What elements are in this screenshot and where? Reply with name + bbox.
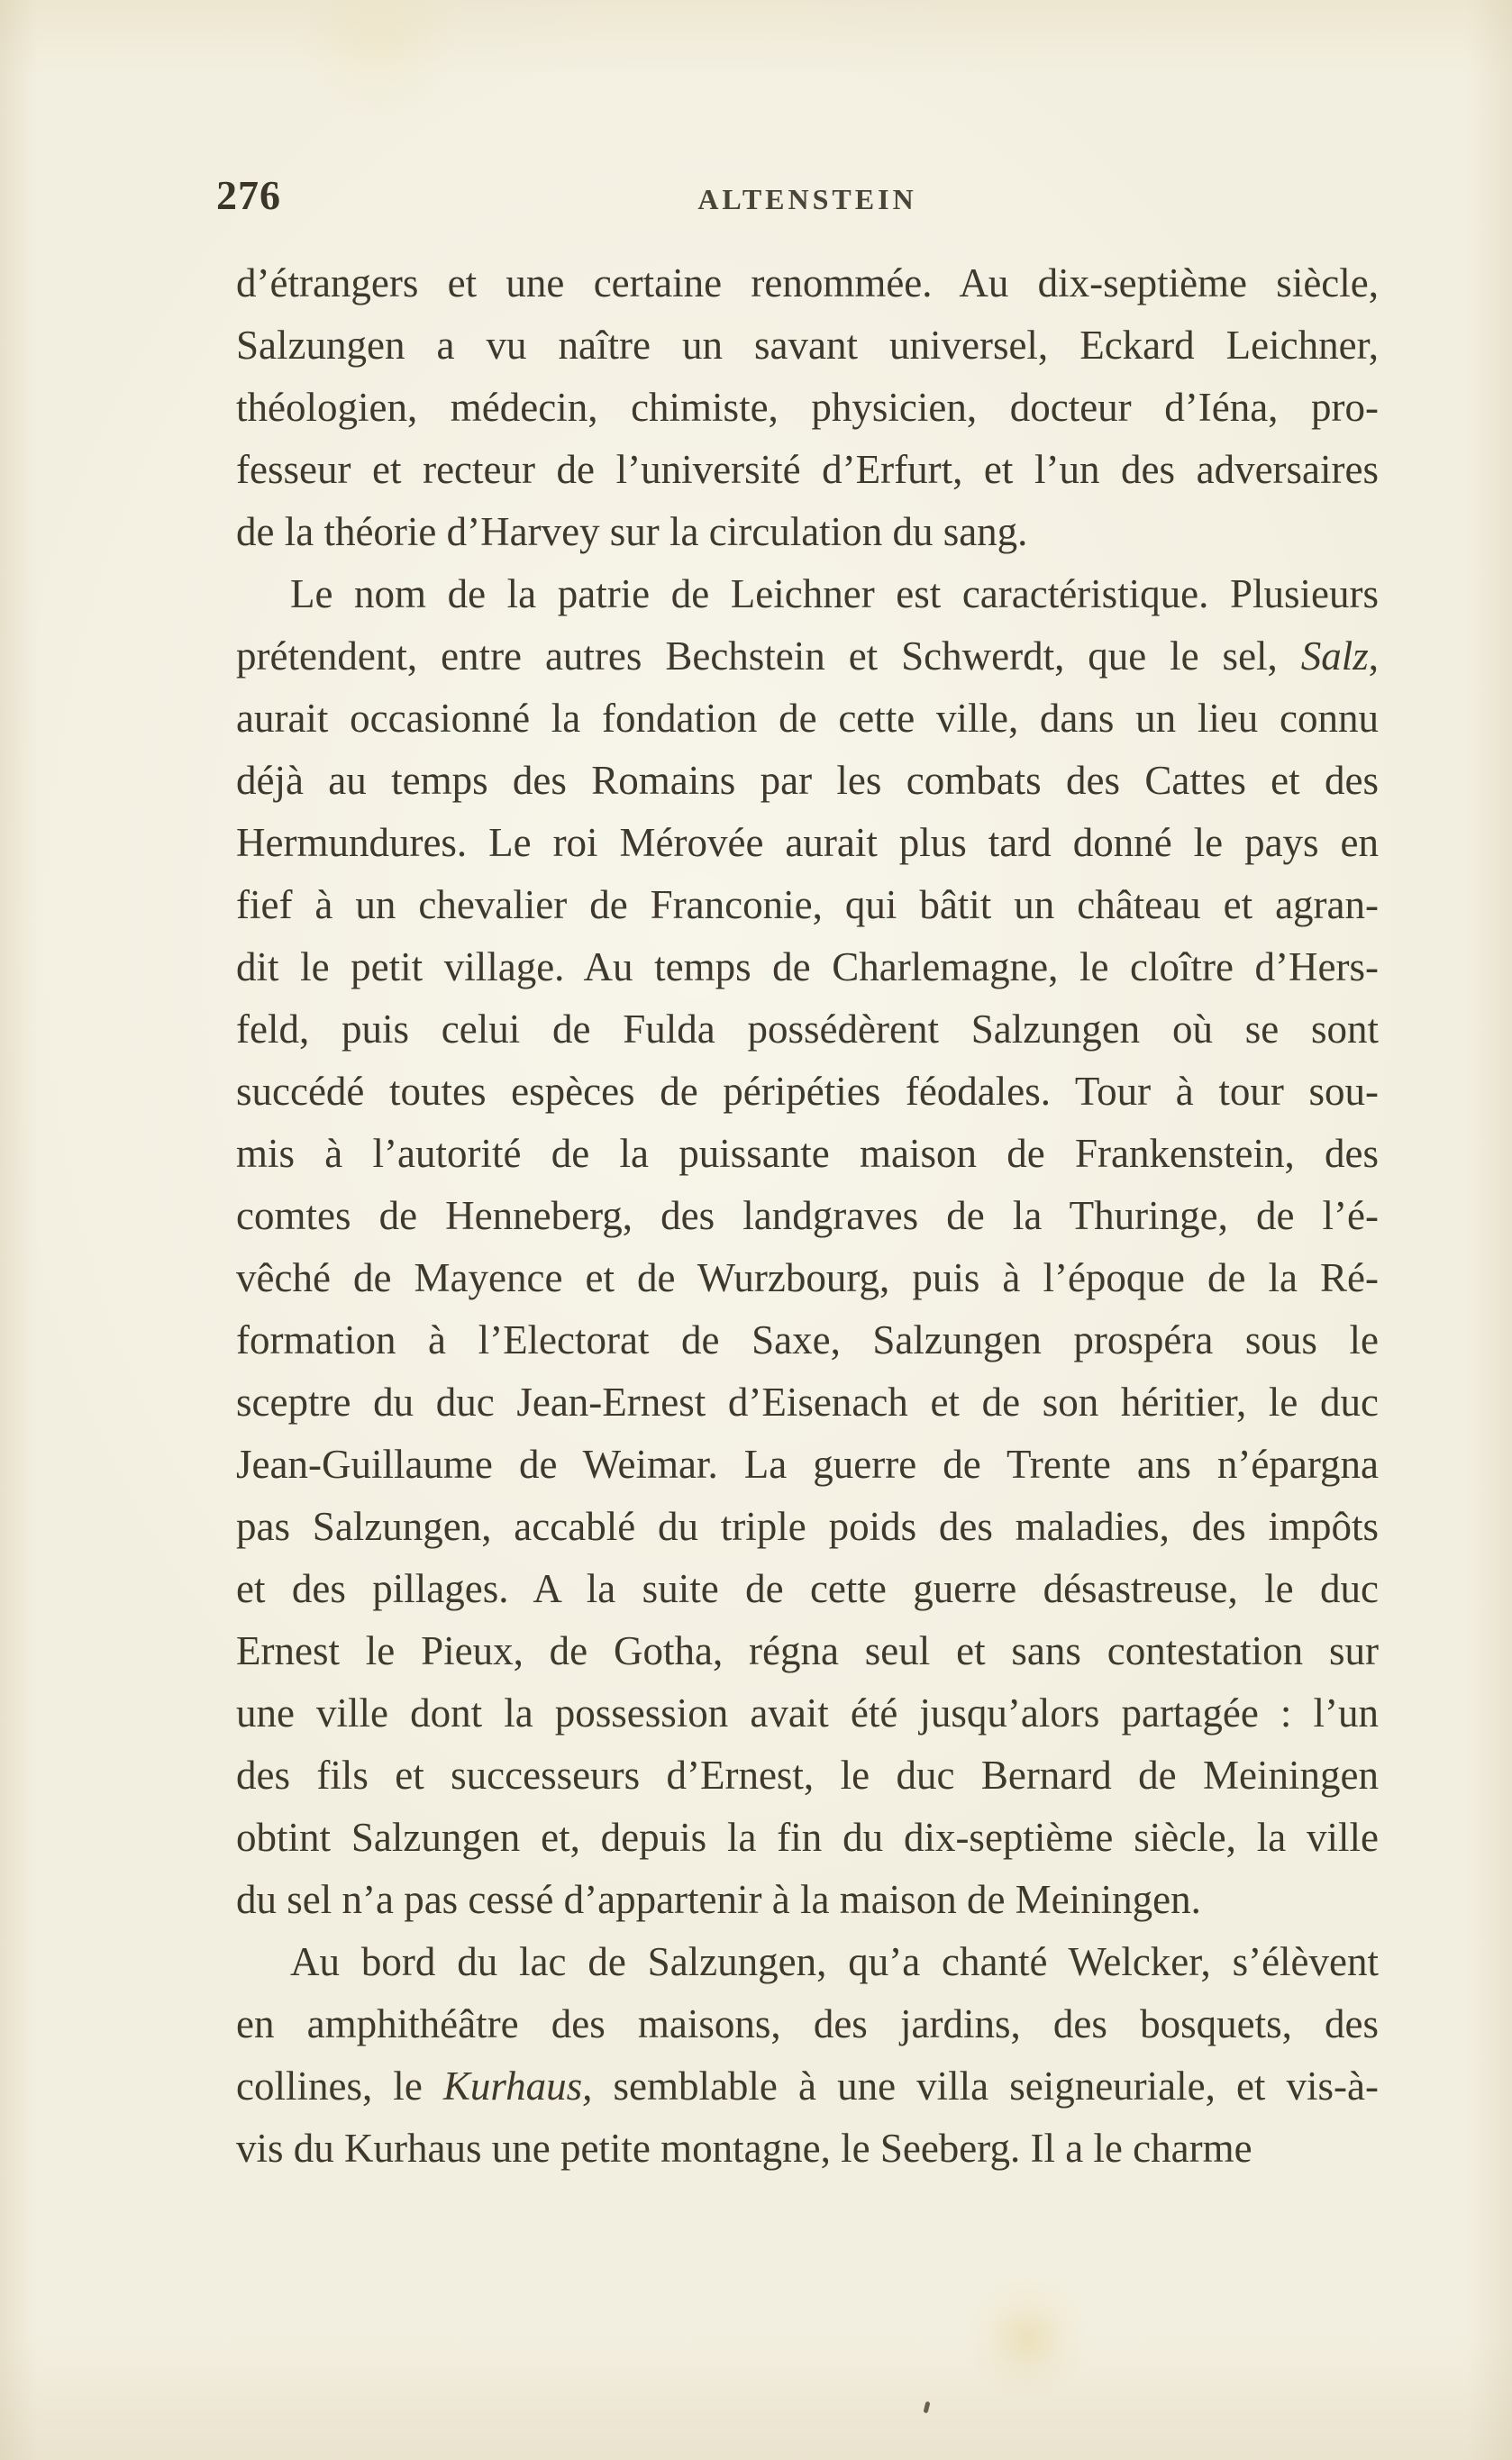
text-segment: Au bord du lac de Salzungen, qu’a chanté Welcker, s’élèvent: [290, 1939, 1379, 1984]
text-line: [236, 1061, 1379, 1123]
text-segment: Jean-Guillaume de Weimar. La guerre de Trente ans n’épargna: [236, 1442, 1379, 1487]
text-segment: dit le petit village. Au temps de Charlemagne, le cloître d’Hers-: [236, 944, 1379, 989]
text-line: [236, 2055, 1379, 2118]
text-segment: feld, puis celui de Fulda possédèrent Salzungen où se sont: [236, 1007, 1379, 1052]
text-line: [236, 688, 1379, 750]
text-segment: Ernest le Pieux, de Gotha, régna seul et sans contestation sur: [236, 1628, 1379, 1673]
text-segment: et des pillages. A la suite de cette guerre désastreuse, le duc: [236, 1566, 1379, 1611]
text-line: [236, 1620, 1379, 1682]
text-segment: mis à l’autorité de la puissante maison de Frankenstein, des: [236, 1131, 1379, 1176]
scan-stain: [991, 2307, 1063, 2370]
text-segment: fief à un chevalier de Franconie, qui bâtit un château et agran-: [236, 882, 1379, 927]
text-line: [236, 750, 1379, 812]
text-segment: succédé toutes espèces de péripéties féodales. Tour à tour sou-: [236, 1069, 1379, 1114]
text-segment: ,: [1368, 633, 1379, 679]
text-line: [236, 625, 1379, 688]
text-line: [236, 1247, 1379, 1309]
text-line: [236, 1371, 1379, 1434]
text-line: [236, 1931, 1379, 1993]
text-line: [236, 2118, 1379, 2180]
text-line: [236, 1123, 1379, 1185]
text-line: [236, 1496, 1379, 1558]
text-line: [236, 1558, 1379, 1620]
page-number: 276: [216, 172, 281, 218]
text-line: [236, 1185, 1379, 1247]
text-line: [236, 1434, 1379, 1496]
text-segment: comtes de Henneberg, des landgraves de la Thuringe, de l’é-: [236, 1193, 1379, 1238]
text-segment: vêché de Mayence et de Wurzbourg, puis à l’époque de la Ré-: [236, 1255, 1379, 1300]
text-segment: aurait occasionné la fondation de cette ville, dans un lieu connu: [236, 696, 1379, 741]
text-segment: vis du Kurhaus une petite montagne, le Seeberg. Il a le charme: [236, 2126, 1252, 2171]
text-line: [236, 1869, 1379, 1931]
text-segment: théologien, médecin, chimiste, physicien, docteur d’Iéna, pro-: [236, 385, 1379, 430]
text-line: [236, 1309, 1379, 1371]
italic-term: Kurhaus,: [442, 2064, 593, 2109]
text-line: [236, 501, 1379, 563]
text-line: [236, 377, 1379, 439]
text-segment: prétendent, entre autres Bechstein et Schwerdt, que le sel,: [236, 633, 1301, 679]
text-line: [236, 1745, 1379, 1807]
text-segment: en amphithéâtre des maisons, des jardins, des bosquets, des: [236, 2001, 1379, 2046]
text-segment: sceptre du duc Jean-Ernest d’Eisenach et de son héritier, le duc: [236, 1380, 1379, 1425]
text-line: [236, 1807, 1379, 1869]
page-header: [216, 172, 1379, 222]
text-segment: du sel n’a pas cessé d’appartenir à la maison de Meiningen.: [236, 1877, 1201, 1922]
text-segment: Le nom de la patrie de Leichner est caractéristique. Plusieurs: [290, 571, 1379, 616]
text-segment: déjà au temps des Romains par les combats des Cattes et des: [236, 758, 1379, 803]
text-segment: fesseur et recteur de l’université d’Erfurt, et l’un des adversaires: [236, 447, 1379, 492]
italic-term: Salz: [1300, 633, 1369, 679]
running-title: ALTENSTEIN: [697, 183, 917, 215]
text-line: [236, 874, 1379, 936]
text-line: [236, 439, 1379, 501]
text-segment: d’étrangers et une certaine renommée. Au dix-septième siècle,: [236, 260, 1379, 305]
text-line: [236, 1993, 1379, 2055]
text-segment: pas Salzungen, accablé du triple poids des maladies, des impôts: [236, 1504, 1379, 1549]
text-segment: semblable à une villa seigneuriale, et vis-à-: [592, 2064, 1379, 2109]
text-segment: Salzungen a vu naître un savant universel, Eckard Leichner,: [236, 323, 1379, 368]
text-line: [236, 936, 1379, 998]
text-segment: des fils et successeurs d’Ernest, le duc Bernard de Meiningen: [236, 1753, 1379, 1798]
text-line: [236, 314, 1379, 377]
text-line: [236, 252, 1379, 314]
text-segment: Hermundures. Le roi Mérovée aurait plus tard donné le pays en: [236, 820, 1379, 865]
text-line: [236, 998, 1379, 1061]
body-text: [236, 252, 1379, 2180]
scan-speck: [924, 2401, 931, 2414]
text-segment: une ville dont la possession avait été jusqu’alors partagée : l’un: [236, 1690, 1379, 1736]
text-segment: de la théorie d’Harvey sur la circulation du sang.: [236, 509, 1028, 554]
text-segment: obtint Salzungen et, depuis la fin du dix-septième siècle, la ville: [236, 1815, 1379, 1860]
text-segment: formation à l’Electorat de Saxe, Salzungen prospéra sous le: [236, 1317, 1379, 1362]
text-segment: collines, le: [236, 2064, 443, 2109]
text-line: [236, 812, 1379, 874]
text-line: [236, 563, 1379, 625]
text-line: [236, 1682, 1379, 1745]
